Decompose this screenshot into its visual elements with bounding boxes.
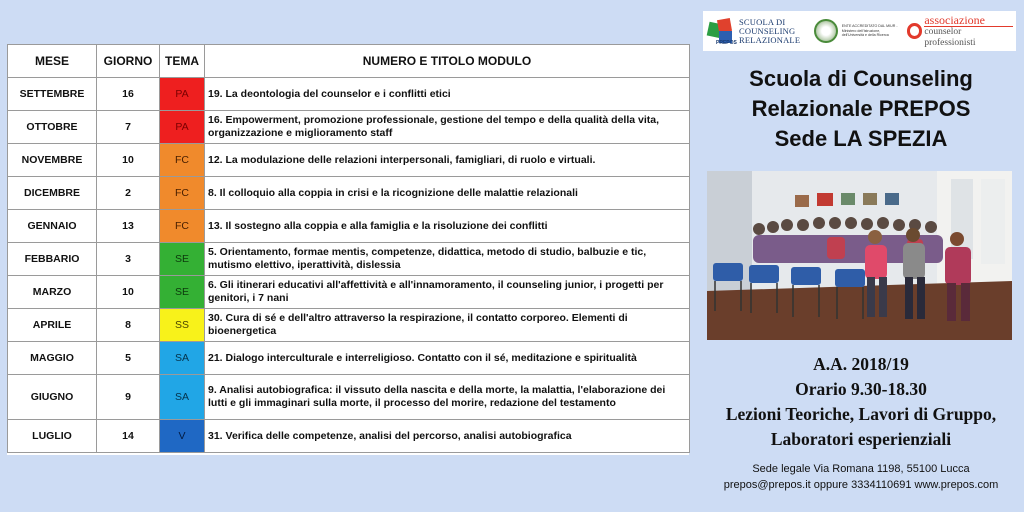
heading-line1: Scuola di Counseling <box>749 66 973 91</box>
cell-title: 5. Orientamento, formae mentis, competenze, didattica, metodo di studio, balbuzie e tic, mutismo elettivo, iperattività, dislessia <box>205 243 690 276</box>
cell-giorno: 10 <box>97 144 160 177</box>
table-row <box>8 144 690 177</box>
cell-tema: SA <box>160 342 205 375</box>
cell-mese: GIUGNO <box>8 375 97 420</box>
cell-title: 8. Il colloquio alla coppia in crisi e la ricognizione delle malattie relazionali <box>205 177 690 210</box>
table-row <box>8 342 690 375</box>
cell-title: 16. Empowerment, promozione professionale, gestione del tempo e della qualità della vita, organizzazione e miglioramento staff <box>205 111 690 144</box>
cell-giorno: 16 <box>97 78 160 111</box>
table-row <box>8 78 690 111</box>
assoc-logo-line2: counselor professionisti <box>924 26 976 48</box>
logo-banner <box>703 11 1016 51</box>
schedule-table-panel <box>7 44 689 455</box>
prepos-logo-text <box>739 18 800 45</box>
table-row <box>8 309 690 342</box>
cell-giorno: 13 <box>97 210 160 243</box>
cell-giorno: 3 <box>97 243 160 276</box>
table-row <box>8 210 690 243</box>
header-tema: TEMA <box>160 45 205 78</box>
table-header-row <box>8 45 690 78</box>
heading-line2: Relazionale PREPOS <box>751 96 971 121</box>
cell-tema: FC <box>160 177 205 210</box>
schedule-hours: Orario 9.30-18.30 <box>795 379 927 399</box>
cell-mese: GENNAIO <box>8 210 97 243</box>
cell-mese: NOVEMBRE <box>8 144 97 177</box>
prepos-logo-line1: SCUOLA DI <box>739 16 786 27</box>
table-body <box>8 78 690 453</box>
school-heading <box>703 64 1019 154</box>
contact-info: prepos@prepos.it oppure 3334110691 www.prepos.com <box>723 479 999 491</box>
cell-mese: DICEMBRE <box>8 177 97 210</box>
cell-mese: OTTOBRE <box>8 111 97 144</box>
republic-emblem-icon <box>814 19 838 43</box>
prepos-logo-line3: RELAZIONALE <box>739 34 801 45</box>
cell-giorno: 7 <box>97 111 160 144</box>
header-mese: MESE <box>8 45 97 78</box>
course-info <box>703 352 1019 452</box>
accreditation-text: ENTE ACCREDITATO DAL MIUR - Ministero dell'Istruzione, dell'Università e della Ricerca <box>841 24 898 38</box>
cell-tema: PA <box>160 78 205 111</box>
classroom-photo <box>707 171 1012 340</box>
cell-tema: SE <box>160 276 205 309</box>
cell-giorno: 5 <box>97 342 160 375</box>
cell-tema: SE <box>160 243 205 276</box>
cell-giorno: 14 <box>97 420 160 453</box>
cell-title: 19. La deontologia del counselor e i conflitti etici <box>205 78 690 111</box>
prepos-logo-line2: COUNSELING <box>739 25 796 36</box>
table-row <box>8 420 690 453</box>
cell-tema: FC <box>160 210 205 243</box>
prepos-logo-name: PREPOS <box>716 40 737 46</box>
classroom-photo-illustration <box>707 171 1012 340</box>
header-giorno: GIORNO <box>97 45 160 78</box>
cell-tema: FC <box>160 144 205 177</box>
cell-mese: SETTEMBRE <box>8 78 97 111</box>
assoc-circle-icon <box>907 23 923 39</box>
header-title: NUMERO E TITOLO MODULO <box>205 45 690 78</box>
footer-contacts <box>703 461 1019 493</box>
cell-mese: FEBBARIO <box>8 243 97 276</box>
cell-title: 31. Verifica delle competenze, analisi del percorso, analisi autobiografica <box>205 420 690 453</box>
academic-year: A.A. 2018/19 <box>813 354 909 374</box>
cell-title: 13. Il sostegno alla coppia e alla famiglia e la risoluzione dei conflitti <box>205 210 690 243</box>
cell-giorno: 8 <box>97 309 160 342</box>
activities-line1: Lezioni Teoriche, Lavori di Gruppo, <box>725 404 997 424</box>
cell-mese: LUGLIO <box>8 420 97 453</box>
cell-mese: APRILE <box>8 309 97 342</box>
legal-address: Sede legale Via Romana 1198, 55100 Lucca <box>752 463 970 475</box>
cell-title: 6. Gli itinerari educativi all'affettività e all'innamoramento, il counseling junior, i progetti per genitori, i 7 nani <box>205 276 690 309</box>
table-row <box>8 177 690 210</box>
table-row <box>8 375 690 420</box>
heading-line3: Sede LA SPEZIA <box>774 126 948 151</box>
cell-giorno: 9 <box>97 375 160 420</box>
cell-tema: SA <box>160 375 205 420</box>
schedule-table <box>7 44 690 453</box>
table-row <box>8 111 690 144</box>
cell-giorno: 2 <box>97 177 160 210</box>
cell-giorno: 10 <box>97 276 160 309</box>
table-row <box>8 276 690 309</box>
cell-tema: V <box>160 420 205 453</box>
assoc-logo-line1: associazione <box>924 14 1013 27</box>
cell-tema: SS <box>160 309 205 342</box>
cell-mese: MARZO <box>8 276 97 309</box>
cell-tema: PA <box>160 111 205 144</box>
cell-title: 9. Analisi autobiografica: il vissuto della nascita e della morte, la malattia, l'elaborazione dei lutti e gli immaginari sulla morte, il processo del morire, redazione del testamento <box>205 375 690 420</box>
cell-mese: MAGGIO <box>8 342 97 375</box>
activities-line2: Laboratori esperienziali <box>770 429 952 449</box>
cell-title: 21. Dialogo interculturale e interreligioso. Contatto con il sé, meditazione e spiritualità <box>205 342 690 375</box>
table-row <box>8 243 690 276</box>
cell-title: 12. La modulazione delle relazioni interpersonali, famigliari, di ruolo e virtuali. <box>205 144 690 177</box>
assocounseling-logo <box>907 14 1013 49</box>
cell-title: 30. Cura di sé e dell'altro attraverso la respirazione, il contatto corporeo. Elementi di bioenergetica <box>205 309 690 342</box>
